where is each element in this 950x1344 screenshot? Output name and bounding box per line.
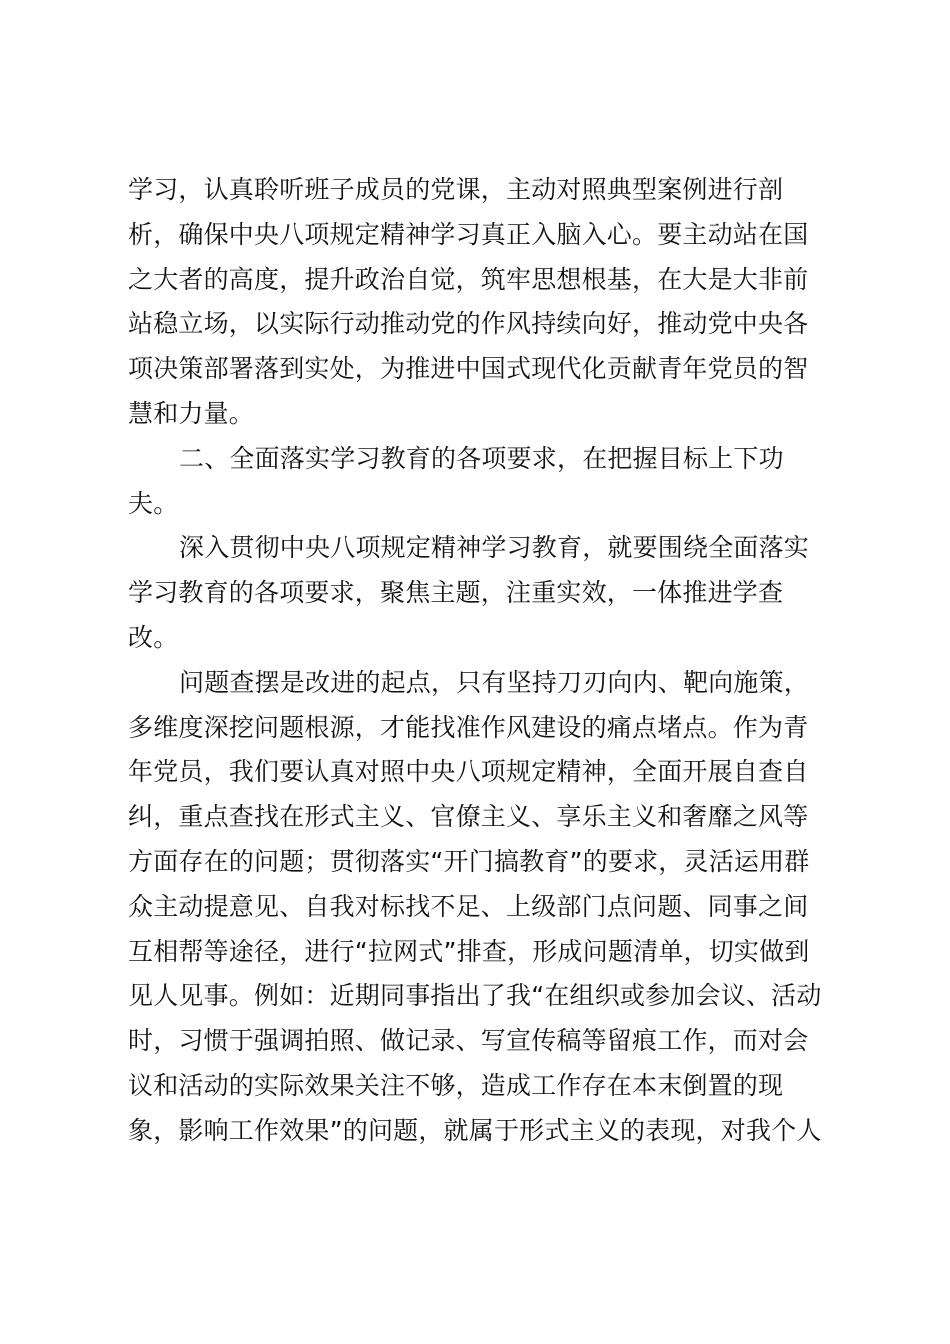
text-line: 学习教育的各项要求，聚焦主题，注重实效，一体推进学查 — [128, 578, 784, 608]
text-line: 项决策部署落到实处，为推进中国式现代化贡献青年党员的智 — [128, 354, 809, 384]
text-line: 学习，认真聆听班子成员的党课，主动对照典型案例进行剖 — [128, 175, 784, 204]
section-heading-continued: 夫。 — [128, 488, 179, 518]
section-heading: 二、全面落实学习教育的各项要求，在把握目标上下功 — [179, 443, 784, 473]
text-line: 之大者的高度，提升政治自觉，筑牢思想根基，在大是大非前 — [128, 264, 809, 294]
text-line: 慧和力量。 — [128, 398, 255, 428]
text-line: 析，确保中央八项规定精神学习真正入脑入心。要主动站在国 — [128, 219, 809, 249]
text-line: 议和活动的实际效果关注不够，造成工作存在本末倒置的现 — [128, 1070, 784, 1100]
text-line: 问题查摆是改进的起点，只有坚持刀刃向内、靶向施策， — [179, 667, 810, 697]
text-line: 站稳立场，以实际行动推动党的作风持续向好，推动党中央各 — [128, 309, 809, 339]
text-line: 年党员，我们要认真对照中央八项规定精神，全面开展自查自 — [128, 757, 809, 787]
text-line: 方面存在的问题；贯彻落实“开门搞教育”的要求，灵活运用群 — [128, 846, 810, 876]
text-line: 互相帮等途径，进行“拉网式”排查，形成问题清单，切实做到 — [128, 936, 810, 966]
text-line: 众主动提意见、自我对标找不足、上级部门点问题、同事之间 — [128, 891, 809, 921]
text-line: 深入贯彻中央八项规定精神学习教育，就要围绕全面落实 — [179, 533, 810, 563]
text-line: 多维度深挖问题根源，才能找准作风建设的痛点堵点。作为青 — [128, 712, 809, 742]
text-line: 改。 — [128, 622, 179, 652]
text-line: 象，影响工作效果”的问题，就属于形式主义的表现，对我个人 — [128, 1115, 822, 1145]
body-text — [128, 168, 848, 1154]
text-line: 纠，重点查找在形式主义、官僚主义、享乐主义和奢靡之风等 — [128, 802, 809, 832]
text-line: 见人见事。例如：近期同事指出了我“在组织或参加会议、活动 — [128, 981, 822, 1011]
text-line: 时，习惯于强调拍照、做记录、写宣传稿等留痕工作，而对会 — [128, 1026, 809, 1056]
